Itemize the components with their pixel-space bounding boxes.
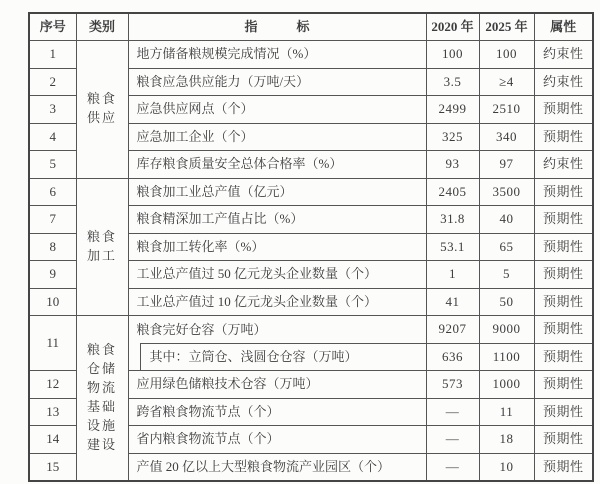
seq-cell: 2: [29, 68, 76, 96]
value-2025-cell: 9000: [479, 316, 534, 344]
seq-cell: 4: [29, 123, 76, 151]
attr-cell: 预期性: [534, 343, 593, 371]
value-2020-cell: —: [426, 426, 479, 454]
value-2025-cell: 1000: [479, 371, 534, 399]
indicators-table-container: [28, 12, 594, 482]
value-2025-cell: 2510: [479, 96, 534, 124]
header-2025: 2025 年: [479, 13, 534, 41]
value-2025-cell: 50: [479, 288, 534, 316]
seq-cell: 6: [29, 178, 76, 206]
seq-cell: 15: [29, 453, 76, 481]
seq-cell: 1: [29, 41, 76, 69]
value-2020-cell: 100: [426, 41, 479, 69]
indicator-cell-with-sub: [128, 316, 426, 371]
seq-cell: 12: [29, 371, 76, 399]
value-2025-cell: 65: [479, 233, 534, 261]
value-2025-cell: 5: [479, 261, 534, 289]
attr-cell: 预期性: [534, 288, 593, 316]
value-2020-cell: 2405: [426, 178, 479, 206]
header-row: [29, 13, 593, 41]
value-2020-cell: —: [426, 453, 479, 481]
value-2020-cell: 325: [426, 123, 479, 151]
indicator-cell: 粮食应急供应能力（万吨/天）: [128, 68, 426, 96]
attr-cell: 预期性: [534, 398, 593, 426]
indicator-cell: 地方储备粮规模完成情况（%）: [128, 41, 426, 69]
value-2025-cell: 40: [479, 206, 534, 234]
indicator-cell: 应急供应网点（个）: [128, 96, 426, 124]
sub-indicator-label: 其中：立筒仓、浅圆仓仓容（万吨）: [149, 348, 358, 364]
indicator-cell: 粮食加工业总产值（亿元）: [128, 178, 426, 206]
category-cell-storage-logistics: [76, 316, 128, 482]
value-2020-cell: 93: [426, 151, 479, 179]
indicator-cell: 工业总产值过 50 亿元龙头企业数量（个）: [128, 261, 426, 289]
value-2025-cell: 18: [479, 426, 534, 454]
seq-cell: 11: [29, 316, 76, 371]
value-2020-cell: 573: [426, 371, 479, 399]
category-cell-processing: [76, 178, 128, 316]
value-2020-cell: 31.8: [426, 206, 479, 234]
seq-cell: 9: [29, 261, 76, 289]
header-indicator: 指 标: [128, 13, 426, 41]
value-2020-cell: 3.5: [426, 68, 479, 96]
seq-cell: 7: [29, 206, 76, 234]
indicators-table: [28, 12, 594, 482]
value-2020-cell: 53.1: [426, 233, 479, 261]
table-row: [29, 41, 593, 69]
value-2025-cell: 3500: [479, 178, 534, 206]
value-2025-cell: 100: [479, 41, 534, 69]
header-attr: 属性: [534, 13, 593, 41]
value-2025-cell: 340: [479, 123, 534, 151]
seq-cell: 5: [29, 151, 76, 179]
attr-cell: 预期性: [534, 96, 593, 124]
category-label: 粮食仓储物流基础设施建设: [86, 342, 117, 452]
header-seq: 序号: [29, 13, 76, 41]
seq-cell: 10: [29, 288, 76, 316]
sub-indicator-box: [140, 343, 426, 370]
attr-cell: 预期性: [534, 206, 593, 234]
attr-cell: 约束性: [534, 68, 593, 96]
seq-cell: 3: [29, 96, 76, 124]
indicator-cell: 库存粮食质量安全总体合格率（%）: [128, 151, 426, 179]
table-row: [29, 178, 593, 206]
indicator-cell: 省内粮食物流节点（个）: [128, 426, 426, 454]
seq-cell: 8: [29, 233, 76, 261]
attr-cell: 约束性: [534, 41, 593, 69]
table-row: [29, 316, 593, 344]
indicator-cell: 产值 20 亿以上大型粮食物流产业园区（个）: [128, 453, 426, 481]
attr-cell: 预期性: [534, 261, 593, 289]
value-2025-cell: 97: [479, 151, 534, 179]
attr-cell: 预期性: [534, 123, 593, 151]
value-2020-cell: 2499: [426, 96, 479, 124]
indicator-main-line: 粮食完好仓容（万吨）: [136, 321, 267, 337]
seq-cell: 13: [29, 398, 76, 426]
value-2020-cell: 1: [426, 261, 479, 289]
value-2020-cell: 9207: [426, 316, 479, 344]
attr-cell: 预期性: [534, 426, 593, 454]
category-label: 粮食供应: [86, 91, 117, 126]
value-2020-cell: 41: [426, 288, 479, 316]
value-2020-cell: —: [426, 398, 479, 426]
attr-cell: 预期性: [534, 316, 593, 344]
indicator-cell: 跨省粮食物流节点（个）: [128, 398, 426, 426]
value-2025-cell: 10: [479, 453, 534, 481]
value-2025-cell: ≥4: [479, 68, 534, 96]
indicator-cell: 粮食精深加工产值占比（%）: [128, 206, 426, 234]
category-cell-supply: [76, 41, 128, 179]
attr-cell: 约束性: [534, 151, 593, 179]
value-2020-cell: 636: [426, 343, 479, 371]
category-label: 粮食加工: [86, 228, 117, 263]
attr-cell: 预期性: [534, 371, 593, 399]
attr-cell: 预期性: [534, 178, 593, 206]
indicator-cell: 应急加工企业（个）: [128, 123, 426, 151]
indicator-cell: 粮食加工转化率（%）: [128, 233, 426, 261]
seq-cell: 14: [29, 426, 76, 454]
indicator-cell: 工业总产值过 10 亿元龙头企业数量（个）: [128, 288, 426, 316]
attr-cell: 预期性: [534, 233, 593, 261]
header-2020: 2020 年: [426, 13, 479, 41]
indicator-cell: 应用绿色储粮技术仓容（万吨）: [128, 371, 426, 399]
header-category: 类别: [76, 13, 128, 41]
value-2025-cell: 1100: [479, 343, 534, 371]
value-2025-cell: 11: [479, 398, 534, 426]
attr-cell: 预期性: [534, 453, 593, 481]
